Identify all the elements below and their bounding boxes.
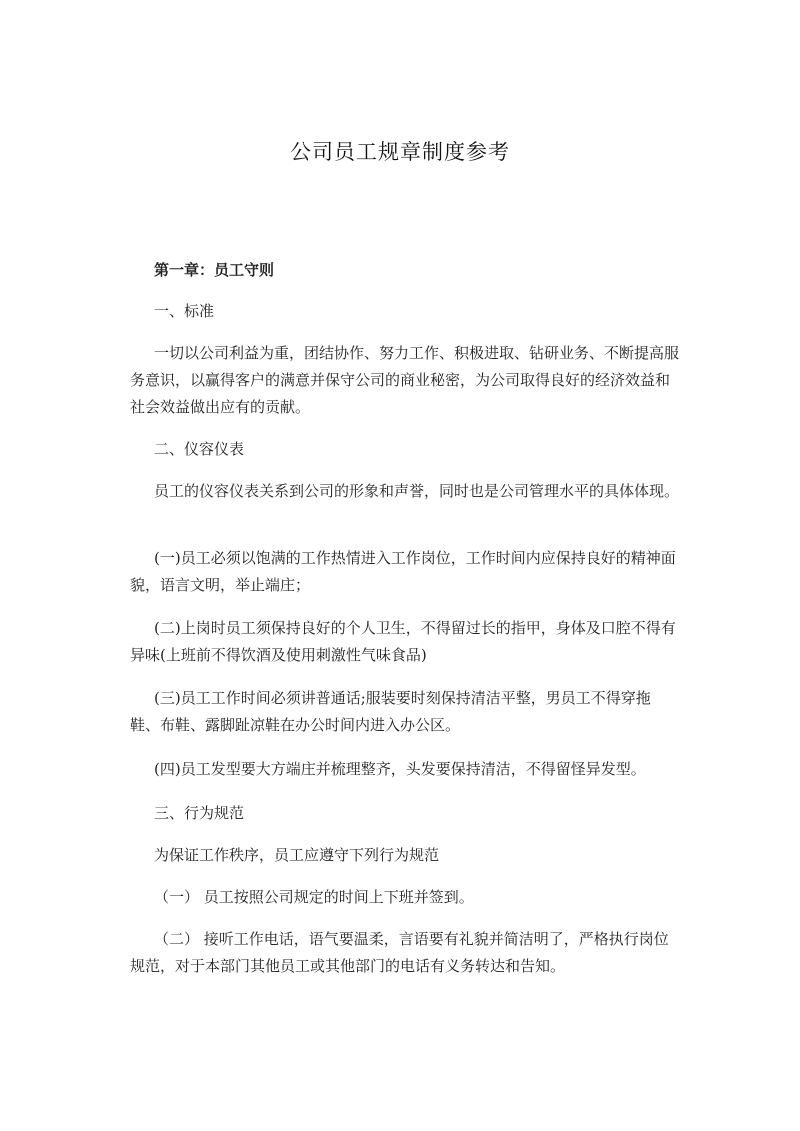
section-2-paragraph: 员工的仪容仪表关系到公司的形象和声誉，同时也是公司管理水平的具体体现。 bbox=[154, 482, 680, 500]
section-2-heading: 二、仪容仪表 bbox=[154, 440, 245, 458]
section-3-paragraph: 为保证工作秩序，员工应遵守下列行为规范 bbox=[154, 846, 440, 864]
section-2-item-4: (四)员工发型要大方端庄并梳理整齐，头发要保持清洁，不得留怪异发型。 bbox=[154, 760, 646, 778]
section-1-heading: 一、标准 bbox=[154, 302, 215, 320]
page-title: 公司员工规章制度参考 bbox=[290, 140, 510, 164]
section-1-paragraph: 一切以公司利益为重，团结协作、努力工作、积极进取、钻研业务、不断提高服务意识，以赢得客户的满意并保守公司的商业秘密，为公司取得良好的经济效益和社会效益做出应有的贡献。 bbox=[130, 344, 680, 416]
section-2-item-1: (一)员工必须以饱满的工作热情进入工作岗位，工作时间内应保持良好的精神面貌，语言文明，举止端庄； bbox=[130, 549, 676, 594]
chapter-heading: 第一章：员工守则 bbox=[154, 261, 275, 279]
section-3-heading: 三、行为规范 bbox=[154, 804, 245, 822]
section-2-item-3: (三)员工工作时间必须讲普通话;服装要时刻保持清洁平整，男员工不得穿拖鞋、布鞋、露脚趾凉鞋在办公时间内进入办公区。 bbox=[130, 689, 651, 734]
section-2-item-2: (二)上岗时员工须保持良好的个人卫生，不得留过长的指甲，身体及口腔不得有异味(上班前不得饮酒及使用刺激性气味食品) bbox=[130, 619, 676, 664]
section-3-item-1: （一） 员工按照公司规定的时间上下班并签到。 bbox=[154, 888, 474, 906]
section-3-item-2: （二） 接听工作电话，语气要温柔，言语要有礼貌并简洁明了，严格执行岗位规范，对于本部门其他员工或其他部门的电话有义务转达和告知。 bbox=[130, 930, 669, 975]
